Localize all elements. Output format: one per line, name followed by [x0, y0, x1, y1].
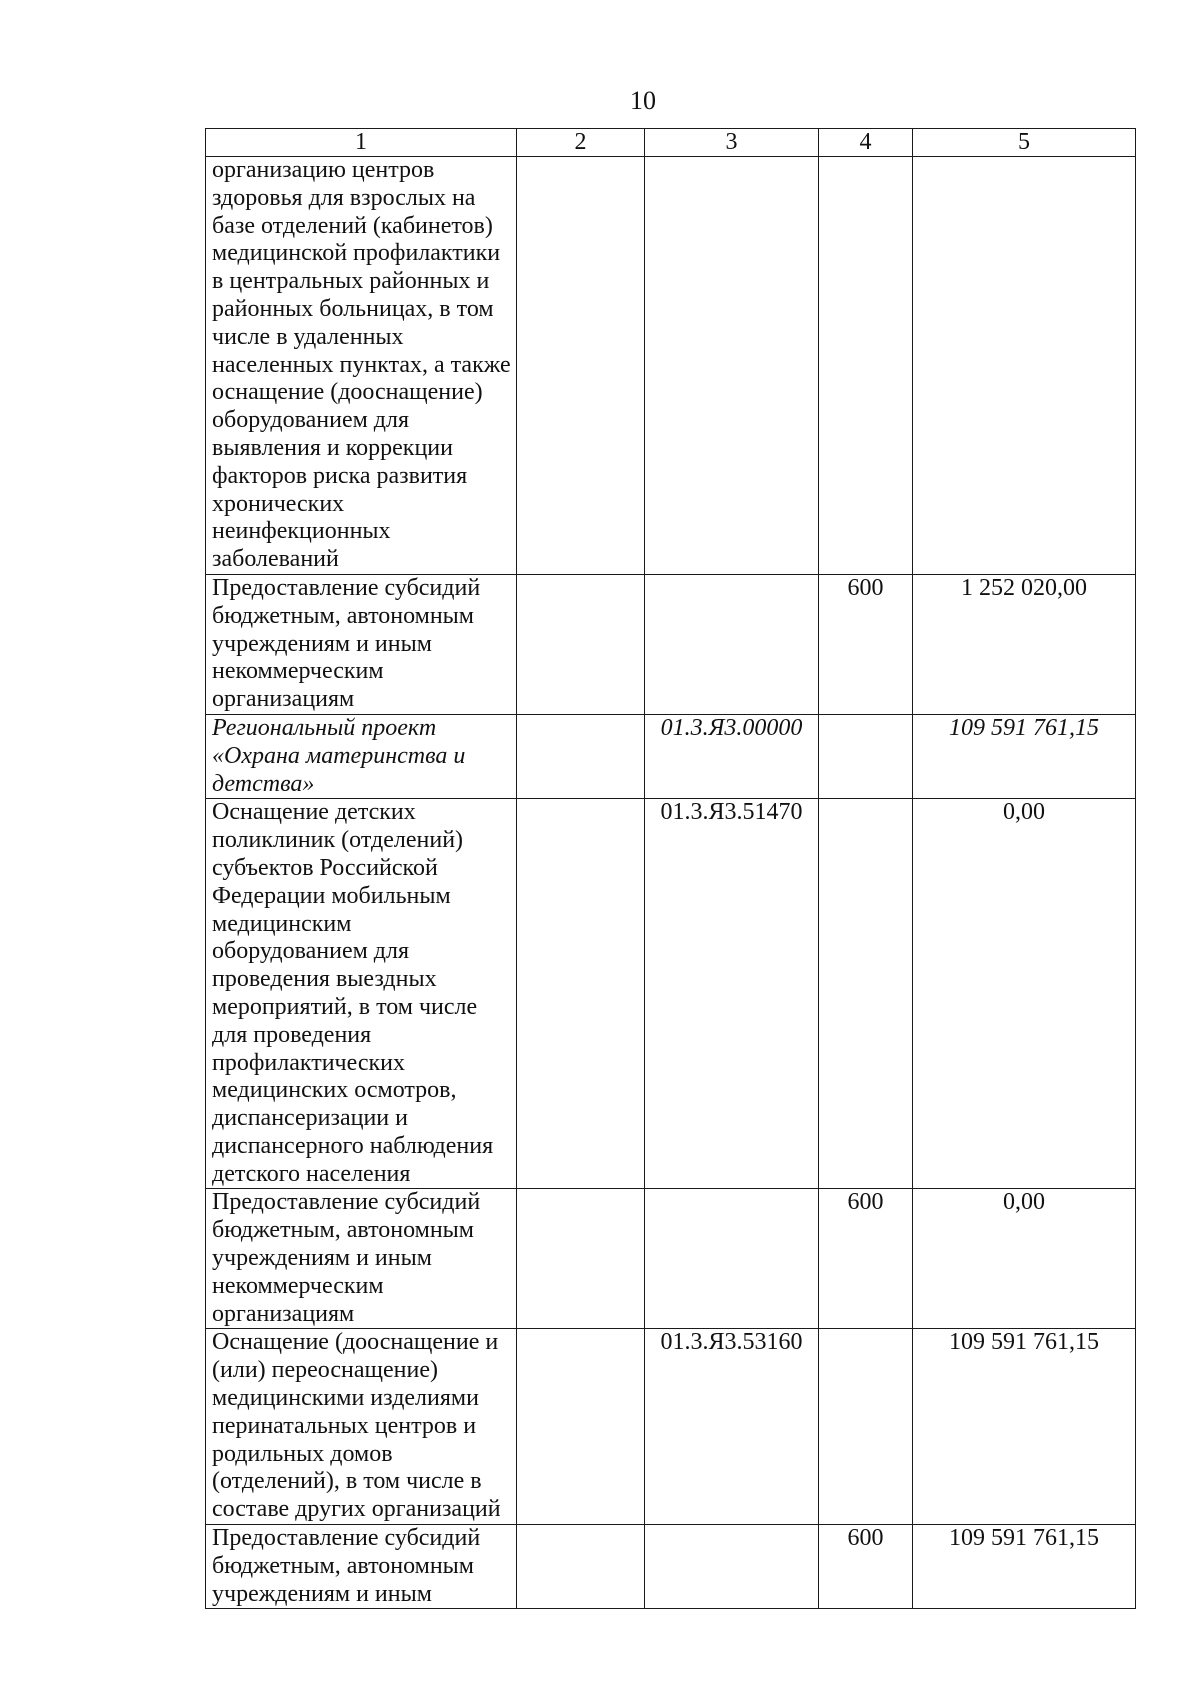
- row-code-cell: 01.3.Я3.53160: [645, 1329, 819, 1525]
- row-amount-cell: 0,00: [913, 1189, 1136, 1329]
- row-amount-cell: 1 252 020,00: [913, 574, 1136, 714]
- table-row: [206, 574, 1136, 714]
- row-amount-cell: 0,00: [913, 799, 1136, 1189]
- row-type-cell: 600: [819, 574, 913, 714]
- row-code-cell: [645, 1525, 819, 1609]
- table-row: [206, 1329, 1136, 1525]
- row-col2-cell: [517, 1189, 645, 1329]
- row-type-cell: [819, 799, 913, 1189]
- column-header-5: 5: [913, 129, 1136, 157]
- table-row: [206, 799, 1136, 1189]
- table-row-regional-project: [206, 714, 1136, 798]
- column-header-4: 4: [819, 129, 913, 157]
- row-col2-cell: [517, 714, 645, 798]
- row-name-cell: Предоставление субсидий бюджетным, автономным учреждениям и иным некоммерческим организациям: [206, 1189, 517, 1329]
- row-amount-cell: 109 591 761,15: [913, 1329, 1136, 1525]
- table-row: [206, 1525, 1136, 1609]
- row-amount-cell: 109 591 761,15: [913, 714, 1136, 798]
- table-row: [206, 157, 1136, 575]
- row-code-cell: 01.3.Я3.51470: [645, 799, 819, 1189]
- column-header-1: 1: [206, 129, 517, 157]
- row-col2-cell: [517, 1329, 645, 1525]
- row-name-cell: Региональный проект «Охрана материнства и детства»: [206, 714, 517, 798]
- table-row: [206, 1189, 1136, 1329]
- row-name-cell: организацию центров здоровья для взрослых на базе отделений (кабинетов) медицинской профилактики в центральных районных и районных больницах, в том числе в удаленных населенных пунктах, а также оснащение (дооснащение) оборудованием для выявления и коррекции факторов риска развития хронических неинфекционных заболеваний: [206, 157, 517, 575]
- row-code-cell: [645, 574, 819, 714]
- row-amount-cell: 109 591 761,15: [913, 1525, 1136, 1609]
- row-code-cell: [645, 157, 819, 575]
- row-col2-cell: [517, 574, 645, 714]
- row-col2-cell: [517, 1525, 645, 1609]
- column-header-2: 2: [517, 129, 645, 157]
- row-code-cell: 01.3.Я3.00000: [645, 714, 819, 798]
- row-code-cell: [645, 1189, 819, 1329]
- column-header-3: 3: [645, 129, 819, 157]
- table-header-row: [206, 129, 1136, 157]
- row-name-cell: Оснащение (дооснащение и (или) переоснащение) медицинскими изделиями перинатальных центров и родильных домов (отделений), в том числе в составе других организаций: [206, 1329, 517, 1525]
- row-type-cell: [819, 714, 913, 798]
- row-type-cell: [819, 1329, 913, 1525]
- row-name-cell: Предоставление субсидий бюджетным, автономным учреждениям и иным некоммерческим организациям: [206, 574, 517, 714]
- row-type-cell: 600: [819, 1525, 913, 1609]
- row-amount-cell: [913, 157, 1136, 575]
- row-type-cell: 600: [819, 1189, 913, 1329]
- row-name-cell: Оснащение детских поликлиник (отделений) субъектов Российской Федерации мобильным медицинским оборудованием для проведения выездных мероприятий, в том числе для проведения профилактических медицинских осмотров, диспансеризации и диспансерного наблюдения детского населения: [206, 799, 517, 1189]
- page-number: 10: [630, 86, 656, 115]
- budget-table: [205, 128, 1136, 1609]
- row-name-cell: Предоставление субсидий бюджетным, автономным учреждениям и иным: [206, 1525, 517, 1609]
- row-col2-cell: [517, 799, 645, 1189]
- row-type-cell: [819, 157, 913, 575]
- row-col2-cell: [517, 157, 645, 575]
